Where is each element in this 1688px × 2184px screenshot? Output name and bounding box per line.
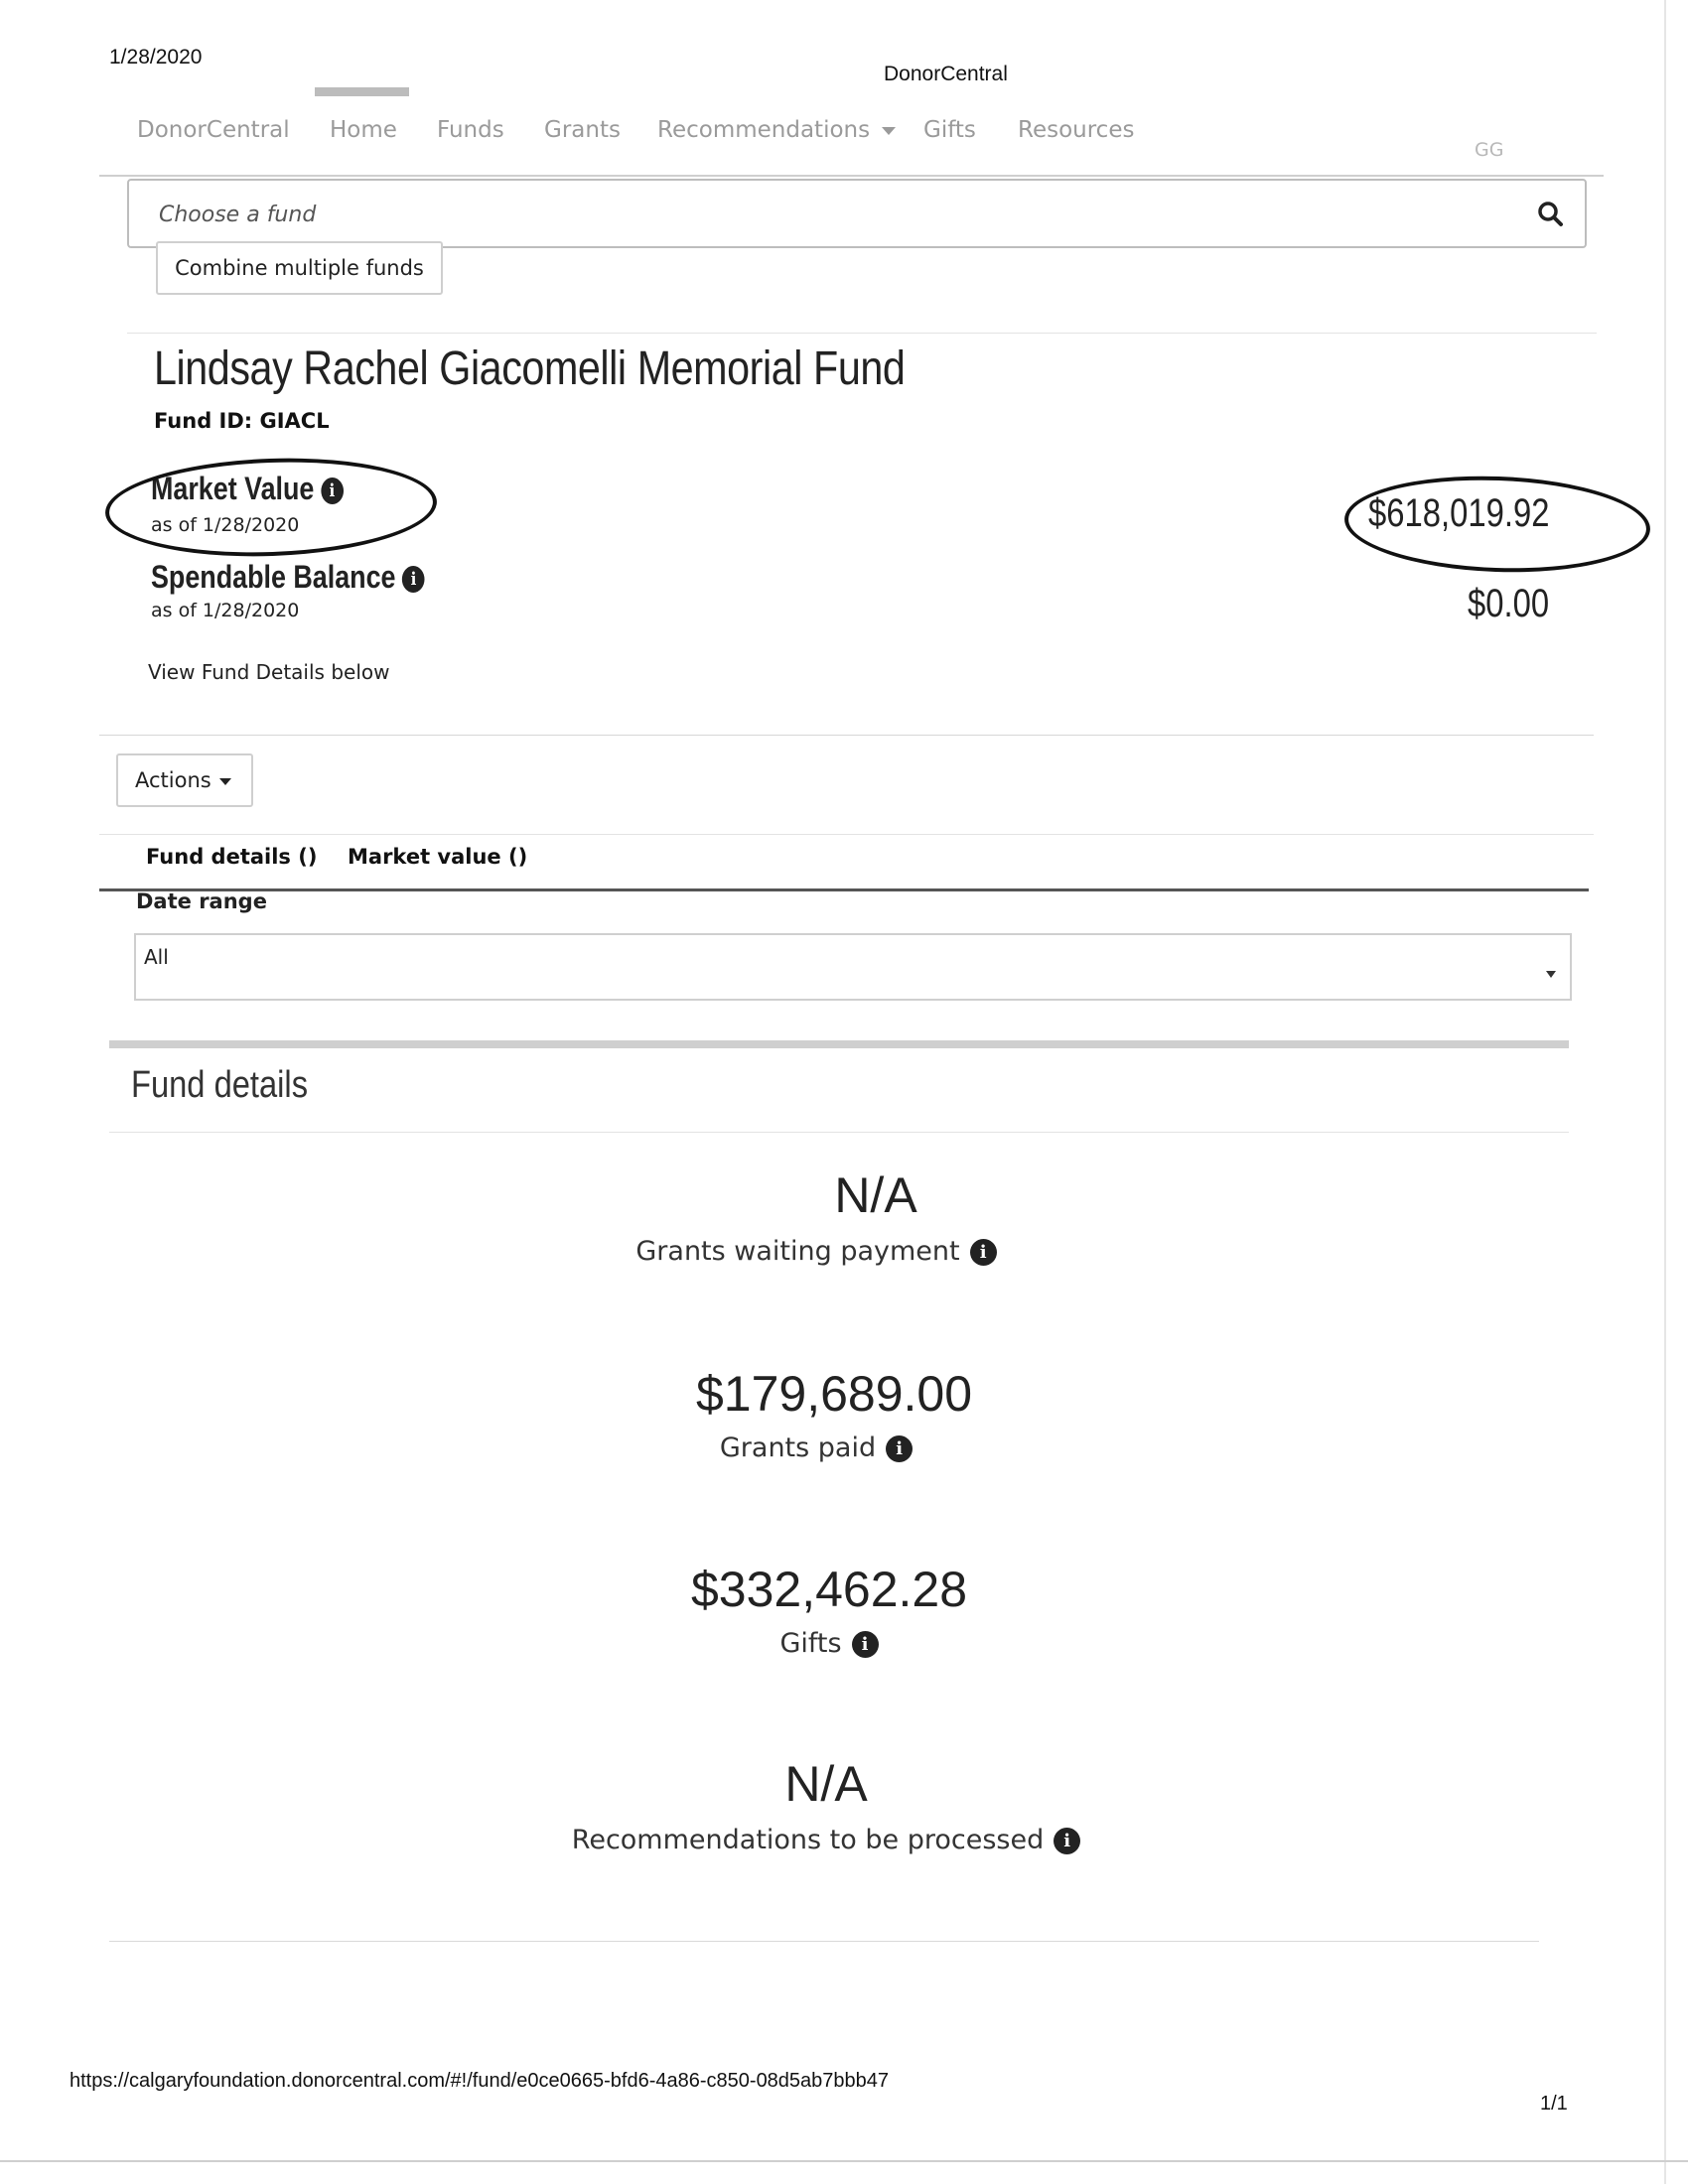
date-range-select[interactable] [134, 933, 1572, 1001]
caret-down-icon [882, 127, 896, 135]
nav-item-funds[interactable]: Funds [437, 117, 504, 143]
nav-item-grants[interactable]: Grants [544, 117, 621, 143]
fund-chooser [127, 179, 1587, 248]
market-value-amount: $618,019.92 [1367, 491, 1549, 535]
combine-funds-button[interactable]: Combine multiple funds [156, 241, 443, 295]
caret-down-icon [1546, 971, 1556, 978]
actions-dropdown-button[interactable] [116, 753, 253, 807]
fund-details-title: Fund details [131, 1064, 309, 1106]
divider [99, 834, 1594, 835]
caret-down-icon [219, 778, 231, 785]
tab-fund-details[interactable]: Fund details () [146, 845, 318, 869]
market-value-date: as of 1/28/2020 [151, 514, 300, 536]
spendable-balance-label [151, 559, 425, 596]
tabs-underline [99, 888, 1589, 891]
active-tab-indicator [315, 87, 409, 96]
grants-paid-label-text: Grants paid [719, 1433, 877, 1463]
grants-waiting-label [518, 1236, 1114, 1267]
grants-waiting-label-text: Grants waiting payment [635, 1236, 960, 1267]
search-icon[interactable] [1533, 197, 1569, 232]
nav-item-resources[interactable]: Resources [1018, 117, 1135, 143]
annotation-ellipse-market-amount [1342, 472, 1651, 578]
top-navigation [99, 99, 1604, 177]
gifts-label-text: Gifts [779, 1628, 842, 1659]
annotation-ellipse-market-label [103, 453, 438, 562]
fund-id: Fund ID: GIACL [154, 409, 330, 433]
print-page-title: DonorCentral [884, 63, 1008, 85]
spendable-balance-label-text: Spendable Balance [151, 559, 396, 595]
grants-waiting-value: N/A [834, 1167, 917, 1223]
info-icon[interactable]: i [321, 478, 344, 504]
nav-item-recommendations[interactable] [657, 117, 896, 143]
divider [109, 1941, 1539, 1942]
section-divider [109, 1040, 1569, 1048]
spendable-balance-amount: $0.00 [1467, 582, 1549, 625]
scan-edge [1664, 0, 1666, 2184]
gifts-label [531, 1628, 1127, 1659]
recommendations-label [508, 1825, 1144, 1855]
market-value-label-text: Market Value [151, 471, 315, 506]
spendable-balance-date: as of 1/28/2020 [151, 600, 300, 621]
print-page-number: 1/1 [1540, 2093, 1568, 2115]
print-url: https://calgaryfoundation.donorcentral.com/#!/fund/e0ce0665-bfd6-4a86-c850-08d5ab7bbb47 [70, 2070, 890, 2092]
recommendations-value: N/A [784, 1756, 868, 1812]
nav-brand-link[interactable]: DonorCentral [137, 117, 290, 143]
user-avatar[interactable]: GG [1475, 139, 1504, 161]
view-fund-details-link[interactable]: View Fund Details below [148, 660, 390, 684]
tab-market-value[interactable]: Market value () [348, 845, 528, 869]
actions-label: Actions [135, 768, 211, 792]
fund-name-heading: Lindsay Rachel Giacomelli Memorial Fund [154, 342, 906, 395]
info-icon[interactable]: i [402, 566, 425, 593]
info-icon[interactable]: i [886, 1435, 913, 1462]
date-range-label: Date range [136, 889, 267, 913]
divider [109, 1132, 1569, 1133]
nav-item-recommendations-label: Recommendations [657, 117, 871, 143]
gifts-value: $332,462.28 [690, 1562, 968, 1617]
nav-item-gifts[interactable]: Gifts [923, 117, 976, 143]
grants-paid-value: $179,689.00 [695, 1366, 973, 1422]
divider [127, 333, 1597, 334]
info-icon[interactable]: i [852, 1631, 879, 1658]
divider [99, 735, 1594, 736]
info-icon[interactable]: i [970, 1239, 997, 1266]
grants-paid-label [518, 1433, 1114, 1463]
print-date: 1/28/2020 [109, 46, 203, 68]
nav-item-home[interactable]: Home [330, 117, 397, 143]
info-icon[interactable]: i [1054, 1828, 1080, 1854]
recommendations-label-text: Recommendations to be processed [571, 1825, 1045, 1855]
fund-search-input[interactable] [159, 197, 1479, 232]
scan-edge [0, 2160, 1688, 2162]
date-range-selected: All [144, 945, 169, 969]
